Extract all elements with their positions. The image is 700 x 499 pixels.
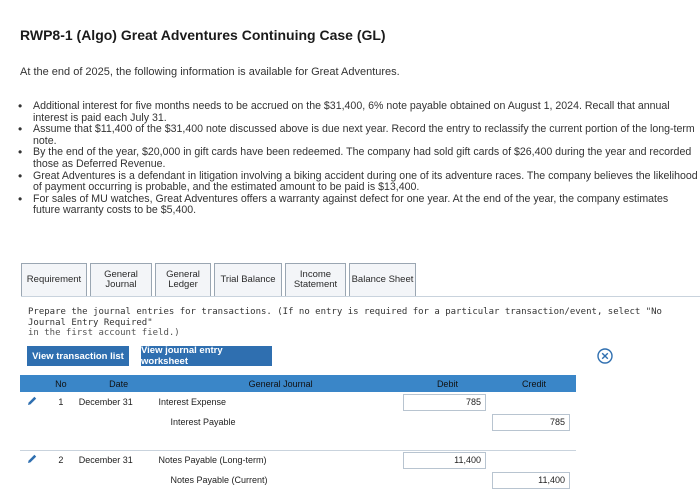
tab-bar — [21, 263, 419, 297]
row-spacer — [20, 432, 576, 450]
list-item-text: Assume that $11,400 of the $31,400 note discussed above is due next year. Record the entry to reclassify the current portion of the long-term note. — [33, 123, 695, 147]
column-header-credit: Credit — [492, 375, 576, 392]
table-row — [20, 412, 576, 432]
debit-amount-value: 11,400 — [403, 452, 486, 469]
list-item-text: For sales of MU watches, Great Adventures offers a warranty against defect for one year. At the end of the year, the company estimates future warranty costs to be $5,400. — [33, 192, 669, 217]
edit-cell-empty — [20, 470, 43, 490]
credit-account: Notes Payable (Current) — [170, 475, 268, 485]
tab-general-ledger[interactable]: General Ledger — [155, 263, 211, 297]
intro-text: At the end of 2025, the following information is available for Great Adventures. — [20, 66, 400, 78]
edit-column-header — [20, 375, 43, 392]
tab-general-journal[interactable]: General Journal — [90, 263, 152, 297]
table-row — [20, 450, 576, 470]
credit-amount-value: 11,400 — [492, 472, 570, 489]
list-item-text: Great Adventures is a defendant in litigation involving a biking accident during one of its adventure races. The company believes the likelihood of payment occurring is probable, and the estimated amount to be paid is $13,400. — [33, 169, 698, 194]
edit-cell[interactable] — [20, 450, 43, 470]
credit-amount-value: 785 — [492, 414, 570, 431]
spacer-cell — [20, 432, 576, 450]
instructions-line: Prepare the journal entries for transactions. (If no entry is required for a particular transaction/event, select "No Journal Entry Required" — [28, 307, 662, 328]
table-row — [20, 392, 576, 412]
list-item: • By the end of the year, $20,000 in gift cards have been redeemed. The company had sold gift cards of $26,400 during the year and recorded those as Deferred Revenue. — [18, 145, 692, 170]
info-list — [14, 101, 698, 217]
list-item-text: By the end of the year, $20,000 in gift cards have been redeemed. The company had sold gift cards of $26,400 during the year and recorded those as Deferred Revenue. — [33, 146, 692, 170]
journal-header-row — [20, 375, 576, 392]
entry-number: 1 — [58, 397, 64, 407]
debit-account: Interest Expense — [158, 397, 226, 407]
debit-cell-empty — [403, 470, 492, 490]
list-item: • Great Adventures is a defendant in litigation involving a biking accident during one of its adventure races. The company believes the likelihood of payment occurring is probable, and the estimated amount to be paid is $13,400. — [18, 168, 698, 194]
entry-number: 2 — [58, 455, 64, 466]
table-row — [20, 470, 576, 490]
entry-date: December 31 — [78, 455, 133, 466]
debit-amount-value: 785 — [403, 394, 486, 411]
list-item: • Assume that $11,400 of the $31,400 note discussed above is due next year. Record the entry to reclassify the current portion of the long-term note. — [18, 122, 695, 147]
column-header-no: No — [43, 375, 79, 392]
debit-amount — [403, 450, 492, 470]
pencil-icon[interactable] — [26, 395, 38, 407]
column-header-date: Date — [79, 375, 159, 392]
credit-amount — [492, 412, 576, 432]
view-journal-entry-worksheet-button[interactable]: View journal entry worksheet — [141, 346, 272, 366]
edit-cell-empty — [20, 412, 43, 432]
pencil-icon[interactable] — [26, 453, 38, 465]
tab-income-statement[interactable]: Income Statement — [285, 263, 346, 297]
journal-table — [20, 375, 576, 490]
close-icon[interactable] — [597, 348, 613, 364]
debit-cell-empty — [403, 412, 492, 432]
page-title: RWP8-1 (Algo) Great Adventures Continuing Case (GL) — [20, 27, 386, 43]
entry-number-empty — [43, 412, 79, 432]
list-item: • For sales of MU watches, Great Adventures offers a warranty against defect for one year. At the end of the year, the company estimates future warranty costs to be $5,400. — [18, 191, 669, 217]
instructions-line: in the first account field.) — [28, 328, 180, 338]
credit-cell-empty — [492, 392, 576, 412]
debit-amount — [403, 392, 492, 412]
list-item-text: Additional interest for five months needs to be accrued on the $31,400, 6% note payable obtained on August 1, 2024. Recall that annual interest is paid each July 31. — [33, 100, 670, 124]
entry-number-empty — [43, 470, 79, 490]
entry-date-empty — [79, 412, 159, 432]
credit-account: Interest Payable — [170, 417, 236, 427]
entry-date: December 31 — [78, 397, 133, 407]
debit-account: Notes Payable (Long-term) — [158, 455, 267, 466]
credit-cell-empty — [492, 450, 576, 470]
view-transaction-list-button[interactable]: View transaction list — [27, 346, 129, 366]
entry-date-empty — [79, 470, 159, 490]
tab-trial-balance[interactable]: Trial Balance — [214, 263, 282, 297]
tab-requirement[interactable]: Requirement — [21, 263, 87, 297]
credit-amount — [492, 470, 576, 490]
instructions — [28, 307, 700, 339]
tab-balance-sheet[interactable]: Balance Sheet — [349, 263, 416, 297]
list-item: • Additional interest for five months needs to be accrued on the $31,400, 6% note payable obtained on August 1, 2024. Recall that annual interest is paid each July 31. — [18, 99, 670, 124]
edit-cell[interactable] — [20, 392, 43, 412]
column-header-general-journal: General Journal — [158, 375, 402, 392]
column-header-debit: Debit — [403, 375, 492, 392]
